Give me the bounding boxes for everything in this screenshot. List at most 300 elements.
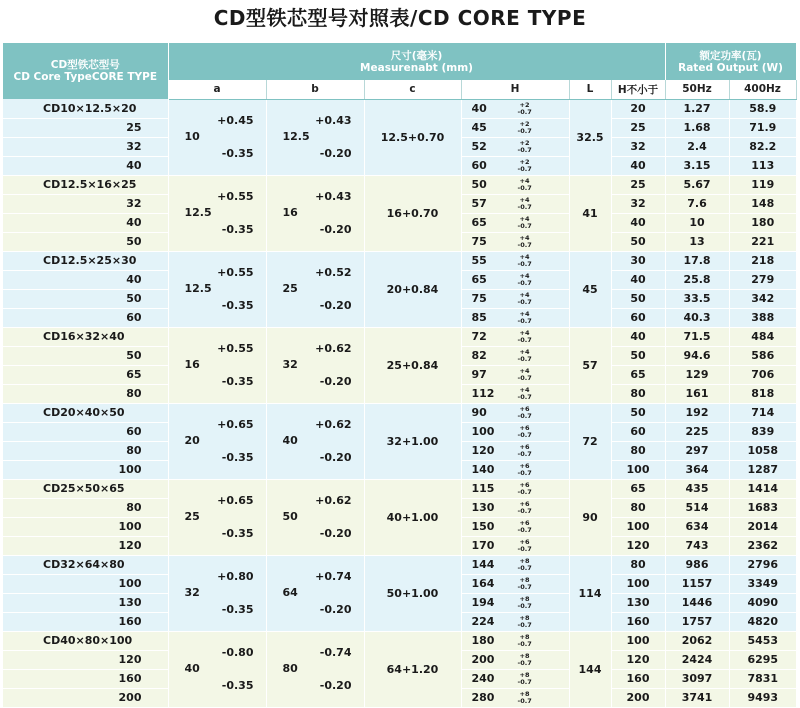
hmin-cell: 100 bbox=[611, 574, 665, 593]
power-50hz-cell: 3.15 bbox=[665, 156, 729, 175]
dim-a-minus-tol: -0.35 bbox=[221, 679, 254, 693]
power-50hz-cell: 192 bbox=[665, 403, 729, 422]
dim-a-cell bbox=[168, 327, 266, 403]
power-400hz-cell: 342 bbox=[729, 289, 796, 308]
dim-a-cell bbox=[168, 555, 266, 631]
dim-h-plus-tol: +4 bbox=[519, 271, 530, 280]
dim-b-value: 80 bbox=[282, 662, 298, 675]
dim-h-cell bbox=[461, 479, 569, 498]
dim-h-cell bbox=[461, 270, 569, 289]
power-50hz-cell: 297 bbox=[665, 441, 729, 460]
dim-h-cell bbox=[461, 175, 569, 194]
dim-h-cell bbox=[461, 612, 569, 631]
dim-h-tolerance bbox=[518, 159, 532, 173]
core-type-label: 32 bbox=[3, 194, 168, 213]
dim-a-plus-tol: -0.80 bbox=[221, 645, 254, 659]
dim-b-plus-tol: +0.43 bbox=[315, 189, 352, 203]
core-type-label: 80 bbox=[3, 441, 168, 460]
dim-h-plus-tol: +2 bbox=[519, 157, 530, 166]
power-50hz-cell: 1.68 bbox=[665, 118, 729, 137]
hmin-cell: 50 bbox=[611, 232, 665, 251]
dim-b-minus-tol: -0.20 bbox=[319, 299, 352, 313]
dim-h-plus-tol: +6 bbox=[519, 442, 530, 451]
dim-h-tolerance bbox=[518, 216, 532, 230]
dim-h-plus-tol: +6 bbox=[519, 461, 530, 470]
dim-h-minus-tol: -0.7 bbox=[517, 620, 532, 629]
hmin-cell: 160 bbox=[611, 612, 665, 631]
core-type-label: 130 bbox=[3, 593, 168, 612]
dim-h-minus-tol: -0.7 bbox=[517, 183, 532, 192]
core-type-label: 160 bbox=[3, 669, 168, 688]
dim-b-cell bbox=[266, 99, 364, 175]
dim-h-minus-tol: -0.7 bbox=[517, 354, 532, 363]
dim-h-cell bbox=[461, 669, 569, 688]
dim-a-plus-tol: +0.55 bbox=[217, 189, 254, 203]
hmin-cell: 25 bbox=[611, 118, 665, 137]
core-type-label: 40 bbox=[3, 213, 168, 232]
power-400hz-cell: 221 bbox=[729, 232, 796, 251]
hmin-cell: 32 bbox=[611, 137, 665, 156]
dim-h-value: 120 bbox=[471, 444, 495, 457]
dim-h-minus-tol: -0.7 bbox=[517, 202, 532, 211]
page-title: CD型铁芯型号对照表/CD CORE TYPE bbox=[213, 6, 587, 30]
dim-h-value: 90 bbox=[471, 406, 487, 419]
dim-b-minus-tol: -0.20 bbox=[319, 603, 352, 617]
dim-b-cell bbox=[266, 175, 364, 251]
core-type-label: 100 bbox=[3, 460, 168, 479]
power-400hz-cell: 5453 bbox=[729, 631, 796, 650]
power-50hz-cell: 364 bbox=[665, 460, 729, 479]
dim-h-cell bbox=[461, 631, 569, 650]
power-50hz-cell: 25.8 bbox=[665, 270, 729, 289]
core-type-label: 160 bbox=[3, 612, 168, 631]
dim-h-value: 100 bbox=[471, 425, 495, 438]
power-400hz-cell: 706 bbox=[729, 365, 796, 384]
dim-h-tolerance bbox=[518, 330, 532, 344]
dim-h-value: 194 bbox=[471, 596, 495, 609]
dim-c-cell: 32+1.00 bbox=[364, 403, 461, 479]
header-type-en: CD Core TypeCORE TYPE bbox=[13, 71, 158, 83]
dim-h-minus-tol: -0.7 bbox=[517, 430, 532, 439]
dim-h-cell bbox=[461, 574, 569, 593]
dim-b-minus-tol: -0.20 bbox=[319, 223, 352, 237]
dim-a-minus-tol: -0.35 bbox=[221, 299, 254, 313]
dim-h-minus-tol: -0.7 bbox=[517, 373, 532, 382]
dim-b-cell bbox=[266, 251, 364, 327]
dim-h-value: 280 bbox=[471, 691, 495, 704]
dim-h-value: 170 bbox=[471, 539, 495, 552]
hmin-cell: 65 bbox=[611, 365, 665, 384]
power-400hz-cell: 279 bbox=[729, 270, 796, 289]
dim-c-cell: 50+1.00 bbox=[364, 555, 461, 631]
dim-h-tolerance bbox=[518, 254, 532, 268]
dim-a-minus-tol: -0.35 bbox=[221, 223, 254, 237]
power-50hz-cell: 5.67 bbox=[665, 175, 729, 194]
header-size-cn: 尺寸(毫米) bbox=[390, 49, 443, 62]
dim-h-minus-tol: -0.7 bbox=[517, 658, 532, 667]
power-50hz-cell: 2062 bbox=[665, 631, 729, 650]
dim-b-minus-tol: -0.20 bbox=[319, 679, 352, 693]
dim-b-minus-tol: -0.20 bbox=[319, 527, 352, 541]
dim-h-minus-tol: -0.7 bbox=[517, 411, 532, 420]
dim-a-value: 10 bbox=[184, 130, 200, 143]
power-400hz-cell: 1287 bbox=[729, 460, 796, 479]
dim-a-plus-tol: +0.65 bbox=[217, 493, 254, 507]
dim-b-value: 64 bbox=[282, 586, 298, 599]
dim-b-value: 16 bbox=[282, 206, 298, 219]
dim-h-tolerance bbox=[518, 197, 532, 211]
table-row bbox=[3, 99, 796, 118]
power-400hz-cell: 1414 bbox=[729, 479, 796, 498]
power-400hz-cell: 7831 bbox=[729, 669, 796, 688]
dim-h-plus-tol: +8 bbox=[519, 575, 530, 584]
dim-b-cell bbox=[266, 479, 364, 555]
dim-h-cell bbox=[461, 118, 569, 137]
core-type-label: 40 bbox=[3, 270, 168, 289]
dim-a-value: 40 bbox=[184, 662, 200, 675]
dim-h-plus-tol: +4 bbox=[519, 195, 530, 204]
power-50hz-cell: 17.8 bbox=[665, 251, 729, 270]
dim-h-tolerance bbox=[518, 558, 532, 572]
dim-h-minus-tol: -0.7 bbox=[517, 297, 532, 306]
dim-a-cell bbox=[168, 175, 266, 251]
dim-h-tolerance bbox=[518, 482, 532, 496]
dim-h-minus-tol: -0.7 bbox=[517, 506, 532, 515]
col-header-b: b bbox=[266, 80, 364, 99]
dim-h-cell bbox=[461, 593, 569, 612]
dim-h-minus-tol: -0.7 bbox=[517, 677, 532, 686]
core-type-label: 120 bbox=[3, 650, 168, 669]
power-50hz-cell: 1446 bbox=[665, 593, 729, 612]
hmin-cell: 40 bbox=[611, 213, 665, 232]
power-50hz-cell: 3741 bbox=[665, 688, 729, 707]
dim-h-plus-tol: +8 bbox=[519, 613, 530, 622]
power-400hz-cell: 1683 bbox=[729, 498, 796, 517]
dim-h-cell bbox=[461, 251, 569, 270]
dim-l-cell: 45 bbox=[569, 251, 611, 327]
dim-b-cell bbox=[266, 555, 364, 631]
dim-h-plus-tol: +6 bbox=[519, 518, 530, 527]
dim-h-plus-tol: +6 bbox=[519, 423, 530, 432]
dim-h-minus-tol: -0.7 bbox=[517, 259, 532, 268]
power-50hz-cell: 1.27 bbox=[665, 99, 729, 118]
dim-h-plus-tol: +6 bbox=[519, 499, 530, 508]
dim-h-cell bbox=[461, 232, 569, 251]
dim-h-plus-tol: +8 bbox=[519, 632, 530, 641]
dim-h-value: 75 bbox=[471, 292, 487, 305]
dim-h-minus-tol: -0.7 bbox=[517, 126, 532, 135]
dim-a-value: 25 bbox=[184, 510, 200, 523]
col-header-50hz: 50Hz bbox=[665, 80, 729, 99]
dim-b-minus-tol: -0.20 bbox=[319, 451, 352, 465]
table-row bbox=[3, 555, 796, 574]
dim-h-cell bbox=[461, 460, 569, 479]
dim-h-value: 75 bbox=[471, 235, 487, 248]
hmin-cell: 40 bbox=[611, 156, 665, 175]
dim-h-cell bbox=[461, 327, 569, 346]
power-400hz-cell: 586 bbox=[729, 346, 796, 365]
dim-l-cell: 32.5 bbox=[569, 99, 611, 175]
dim-h-value: 130 bbox=[471, 501, 495, 514]
dim-b-plus-tol: +0.62 bbox=[315, 341, 352, 355]
dim-a-plus-tol: +0.55 bbox=[217, 341, 254, 355]
power-400hz-cell: 2362 bbox=[729, 536, 796, 555]
dim-h-cell bbox=[461, 213, 569, 232]
dim-h-plus-tol: +4 bbox=[519, 290, 530, 299]
dim-h-tolerance bbox=[518, 520, 532, 534]
dim-h-value: 65 bbox=[471, 273, 487, 286]
table-row bbox=[3, 251, 796, 270]
dim-a-minus-tol: -0.35 bbox=[221, 603, 254, 617]
power-50hz-cell: 986 bbox=[665, 555, 729, 574]
dim-h-value: 140 bbox=[471, 463, 495, 476]
hmin-cell: 100 bbox=[611, 460, 665, 479]
col-header-hmin: H不小于 bbox=[611, 80, 665, 99]
dim-b-plus-tol: +0.62 bbox=[315, 417, 352, 431]
dim-b-value: 32 bbox=[282, 358, 298, 371]
dim-h-minus-tol: -0.7 bbox=[517, 525, 532, 534]
dim-h-plus-tol: +6 bbox=[519, 404, 530, 413]
dim-a-cell bbox=[168, 631, 266, 707]
dim-b-plus-tol: +0.62 bbox=[315, 493, 352, 507]
power-400hz-cell: 2014 bbox=[729, 517, 796, 536]
dim-h-plus-tol: +8 bbox=[519, 689, 530, 698]
core-type-label: CD12.5×16×25 bbox=[3, 175, 168, 194]
dim-h-cell bbox=[461, 308, 569, 327]
col-header-400hz: 400Hz bbox=[729, 80, 796, 99]
hmin-cell: 50 bbox=[611, 346, 665, 365]
dim-h-cell bbox=[461, 384, 569, 403]
dim-l-cell: 90 bbox=[569, 479, 611, 555]
core-type-label: CD25×50×65 bbox=[3, 479, 168, 498]
hmin-cell: 32 bbox=[611, 194, 665, 213]
dim-c-cell: 40+1.00 bbox=[364, 479, 461, 555]
core-type-label: 100 bbox=[3, 574, 168, 593]
dim-h-cell bbox=[461, 650, 569, 669]
core-type-label: 32 bbox=[3, 137, 168, 156]
dim-c-cell: 64+1.20 bbox=[364, 631, 461, 707]
power-400hz-cell: 113 bbox=[729, 156, 796, 175]
dim-h-value: 115 bbox=[471, 482, 495, 495]
power-400hz-cell: 2796 bbox=[729, 555, 796, 574]
dim-b-plus-tol: +0.43 bbox=[315, 113, 352, 127]
power-400hz-cell: 58.9 bbox=[729, 99, 796, 118]
dim-b-cell bbox=[266, 327, 364, 403]
dim-a-value: 32 bbox=[184, 586, 200, 599]
core-type-label: 65 bbox=[3, 365, 168, 384]
hmin-cell: 160 bbox=[611, 669, 665, 688]
dim-h-cell bbox=[461, 137, 569, 156]
dim-h-plus-tol: +4 bbox=[519, 309, 530, 318]
core-type-label: 40 bbox=[3, 156, 168, 175]
dim-l-cell: 57 bbox=[569, 327, 611, 403]
dim-h-value: 45 bbox=[471, 121, 487, 134]
hmin-cell: 80 bbox=[611, 555, 665, 574]
dim-a-minus-tol: -0.35 bbox=[221, 451, 254, 465]
dim-a-cell bbox=[168, 403, 266, 479]
dim-h-plus-tol: +4 bbox=[519, 214, 530, 223]
col-header-c: c bbox=[364, 80, 461, 99]
dim-h-plus-tol: +8 bbox=[519, 556, 530, 565]
dim-h-value: 112 bbox=[471, 387, 495, 400]
power-400hz-cell: 484 bbox=[729, 327, 796, 346]
dim-h-cell bbox=[461, 498, 569, 517]
dim-h-value: 52 bbox=[471, 140, 487, 153]
dim-h-tolerance bbox=[518, 406, 532, 420]
dim-c-cell: 25+0.84 bbox=[364, 327, 461, 403]
power-50hz-cell: 3097 bbox=[665, 669, 729, 688]
dim-h-tolerance bbox=[518, 444, 532, 458]
dim-h-value: 180 bbox=[471, 634, 495, 647]
dim-h-plus-tol: +4 bbox=[519, 366, 530, 375]
dim-h-tolerance bbox=[518, 273, 532, 287]
dim-h-tolerance bbox=[518, 178, 532, 192]
header-type bbox=[3, 43, 168, 99]
table-row bbox=[3, 175, 796, 194]
dim-h-minus-tol: -0.7 bbox=[517, 240, 532, 249]
dim-h-value: 57 bbox=[471, 197, 487, 210]
power-400hz-cell: 1058 bbox=[729, 441, 796, 460]
dim-h-cell bbox=[461, 403, 569, 422]
dim-b-value: 25 bbox=[282, 282, 298, 295]
dim-h-tolerance bbox=[518, 691, 532, 705]
dim-h-minus-tol: -0.7 bbox=[517, 601, 532, 610]
core-type-label: 200 bbox=[3, 688, 168, 707]
power-400hz-cell: 180 bbox=[729, 213, 796, 232]
power-400hz-cell: 4090 bbox=[729, 593, 796, 612]
dim-b-value: 40 bbox=[282, 434, 298, 447]
power-50hz-cell: 2.4 bbox=[665, 137, 729, 156]
dim-h-plus-tol: +8 bbox=[519, 670, 530, 679]
dim-h-plus-tol: +4 bbox=[519, 385, 530, 394]
dim-h-cell bbox=[461, 365, 569, 384]
hmin-cell: 100 bbox=[611, 631, 665, 650]
power-50hz-cell: 71.5 bbox=[665, 327, 729, 346]
dim-h-minus-tol: -0.7 bbox=[517, 164, 532, 173]
dim-h-minus-tol: -0.7 bbox=[517, 392, 532, 401]
dim-b-value: 50 bbox=[282, 510, 298, 523]
core-type-label: CD10×12.5×20 bbox=[3, 99, 168, 118]
dim-c-cell: 20+0.84 bbox=[364, 251, 461, 327]
dim-c-cell: 16+0.70 bbox=[364, 175, 461, 251]
core-type-label: 50 bbox=[3, 346, 168, 365]
dim-a-plus-tol: +0.45 bbox=[217, 113, 254, 127]
dim-h-plus-tol: +2 bbox=[519, 119, 530, 128]
hmin-cell: 80 bbox=[611, 384, 665, 403]
power-400hz-cell: 6295 bbox=[729, 650, 796, 669]
dim-h-tolerance bbox=[518, 387, 532, 401]
power-400hz-cell: 82.2 bbox=[729, 137, 796, 156]
dim-h-value: 97 bbox=[471, 368, 487, 381]
dim-h-minus-tol: -0.7 bbox=[517, 278, 532, 287]
power-400hz-cell: 119 bbox=[729, 175, 796, 194]
dim-l-cell: 114 bbox=[569, 555, 611, 631]
core-type-label: CD40×80×100 bbox=[3, 631, 168, 650]
dim-a-cell bbox=[168, 479, 266, 555]
dim-h-value: 55 bbox=[471, 254, 487, 267]
dim-b-cell bbox=[266, 631, 364, 707]
power-50hz-cell: 40.3 bbox=[665, 308, 729, 327]
dim-b-plus-tol: -0.74 bbox=[319, 645, 352, 659]
core-type-label: 100 bbox=[3, 517, 168, 536]
dim-h-tolerance bbox=[518, 615, 532, 629]
dim-b-minus-tol: -0.20 bbox=[319, 147, 352, 161]
header-power-en: Rated Output (W) bbox=[678, 61, 783, 74]
dim-h-tolerance bbox=[518, 539, 532, 553]
power-50hz-cell: 94.6 bbox=[665, 346, 729, 365]
header-size-en: Measurenabt (mm) bbox=[360, 61, 473, 74]
dim-h-minus-tol: -0.7 bbox=[517, 221, 532, 230]
hmin-cell: 20 bbox=[611, 99, 665, 118]
dim-a-plus-tol: +0.55 bbox=[217, 265, 254, 279]
power-400hz-cell: 714 bbox=[729, 403, 796, 422]
dim-a-minus-tol: -0.35 bbox=[221, 527, 254, 541]
power-50hz-cell: 33.5 bbox=[665, 289, 729, 308]
dim-h-tolerance bbox=[518, 349, 532, 363]
dim-h-minus-tol: -0.7 bbox=[517, 107, 532, 116]
dim-a-value: 16 bbox=[184, 358, 200, 371]
hmin-cell: 25 bbox=[611, 175, 665, 194]
hmin-cell: 40 bbox=[611, 270, 665, 289]
dim-h-tolerance bbox=[518, 121, 532, 135]
dim-l-cell: 144 bbox=[569, 631, 611, 707]
power-400hz-cell: 9493 bbox=[729, 688, 796, 707]
dim-h-value: 144 bbox=[471, 558, 495, 571]
table-row bbox=[3, 631, 796, 650]
power-400hz-cell: 218 bbox=[729, 251, 796, 270]
dim-h-tolerance bbox=[518, 596, 532, 610]
dim-h-value: 240 bbox=[471, 672, 495, 685]
core-type-table bbox=[3, 43, 797, 708]
power-50hz-cell: 161 bbox=[665, 384, 729, 403]
dim-h-value: 224 bbox=[471, 615, 495, 628]
dim-h-tolerance bbox=[518, 311, 532, 325]
hmin-cell: 50 bbox=[611, 403, 665, 422]
power-400hz-cell: 3349 bbox=[729, 574, 796, 593]
dim-h-tolerance bbox=[518, 653, 532, 667]
dim-a-plus-tol: +0.65 bbox=[217, 417, 254, 431]
core-type-label: 50 bbox=[3, 289, 168, 308]
dim-h-plus-tol: +4 bbox=[519, 176, 530, 185]
dim-l-cell: 41 bbox=[569, 175, 611, 251]
dim-h-plus-tol: +4 bbox=[519, 252, 530, 261]
dim-a-cell bbox=[168, 99, 266, 175]
table-row bbox=[3, 479, 796, 498]
power-50hz-cell: 1157 bbox=[665, 574, 729, 593]
dim-h-cell bbox=[461, 441, 569, 460]
dim-h-plus-tol: +6 bbox=[519, 537, 530, 546]
dim-h-minus-tol: -0.7 bbox=[517, 316, 532, 325]
dim-h-cell bbox=[461, 289, 569, 308]
dim-a-value: 12.5 bbox=[184, 206, 212, 219]
dim-h-minus-tol: -0.7 bbox=[517, 335, 532, 344]
table-row bbox=[3, 403, 796, 422]
dim-l-cell: 72 bbox=[569, 403, 611, 479]
hmin-cell: 60 bbox=[611, 422, 665, 441]
hmin-cell: 80 bbox=[611, 498, 665, 517]
power-400hz-cell: 388 bbox=[729, 308, 796, 327]
dim-h-cell bbox=[461, 536, 569, 555]
core-type-label: 60 bbox=[3, 422, 168, 441]
dim-a-value: 20 bbox=[184, 434, 200, 447]
col-header-l: L bbox=[569, 80, 611, 99]
dim-h-tolerance bbox=[518, 368, 532, 382]
header-size bbox=[168, 43, 665, 80]
dim-h-value: 200 bbox=[471, 653, 495, 666]
dim-b-cell bbox=[266, 403, 364, 479]
dim-a-minus-tol: -0.35 bbox=[221, 147, 254, 161]
power-50hz-cell: 634 bbox=[665, 517, 729, 536]
